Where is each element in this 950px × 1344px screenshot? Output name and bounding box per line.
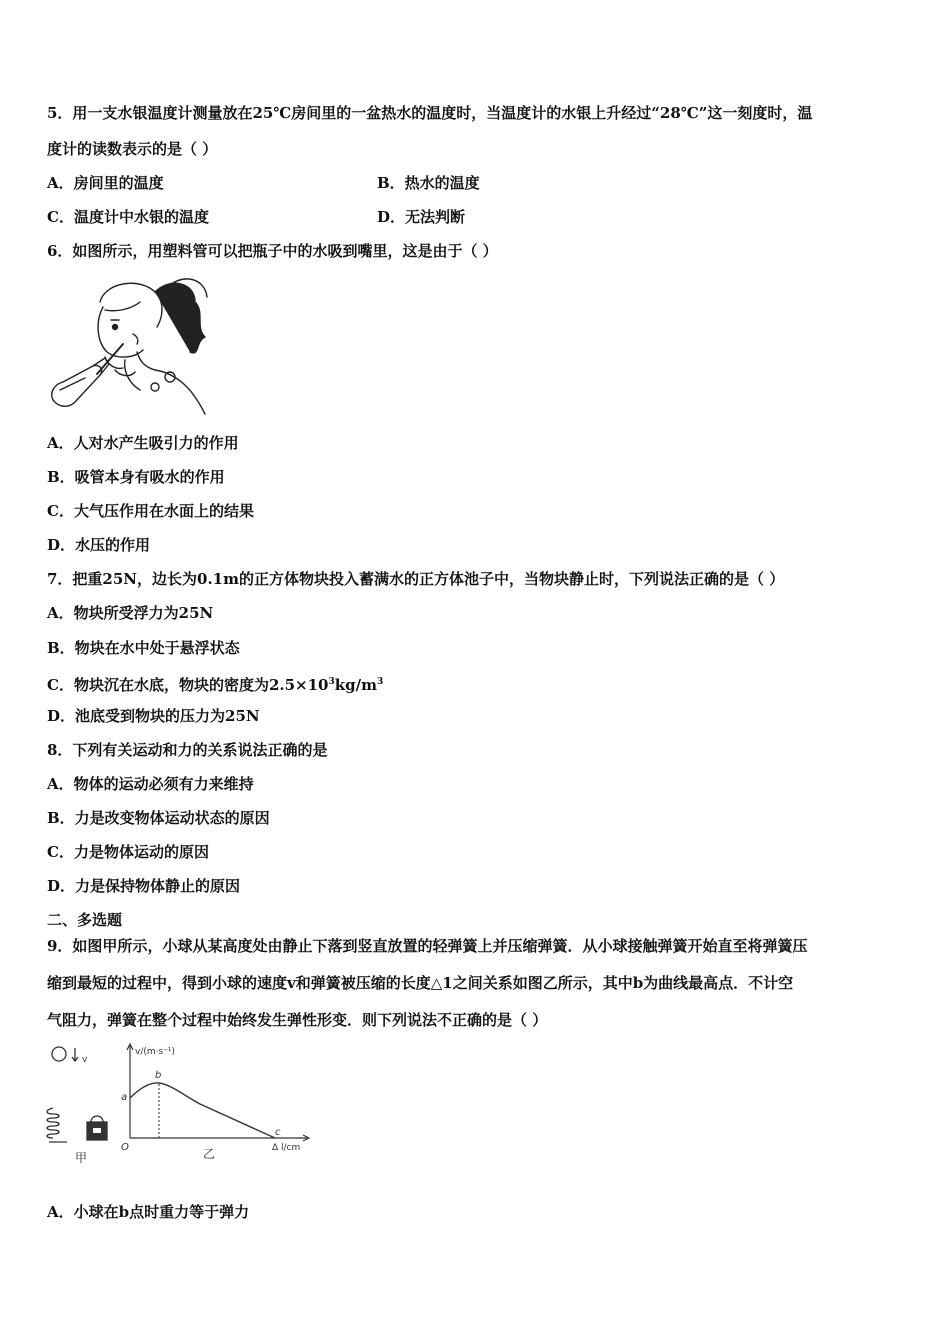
y-axis-label: v/(m·s⁻¹) bbox=[135, 1047, 176, 1057]
q6-option-c: C．大气压作用在水面上的结果 bbox=[47, 502, 254, 520]
q9-stem-line3: 气阻力，弹簧在整个过程中始终发生弹性形变．则下列说法不正确的是（ ） bbox=[47, 1011, 548, 1029]
q6-stem: 6．如图所示，用塑料管可以把瓶子中的水吸到嘴里，这是由于（ ） bbox=[47, 242, 498, 260]
origin-label: O bbox=[121, 1142, 129, 1153]
q5-stem-line1: 5．用一支水银温度计测量放在25℃房间里的一盆热水的温度时，当温度计的水银上升经过“28℃”这一刻度时，温 bbox=[47, 104, 813, 122]
q9-stem-line2: 缩到最短的过程中，得到小球的速度v和弹簧被压缩的长度△1之间关系如图乙所示，其中b为曲线最高点．不计空 bbox=[47, 974, 794, 992]
q7-option-c-unit: kg/m bbox=[334, 676, 377, 694]
q7-option-c bbox=[47, 672, 383, 695]
point-a-label: a bbox=[121, 1092, 128, 1103]
spring-icon bbox=[47, 1108, 59, 1138]
q6-option-a: A．人对水产生吸引力的作用 bbox=[47, 434, 239, 452]
girl-drinking-straw-illustration bbox=[45, 272, 215, 417]
q7-option-b: B．物块在水中处于悬浮状态 bbox=[47, 639, 240, 657]
figure-left-apparatus bbox=[47, 1047, 107, 1142]
q6-option-d: D．水压的作用 bbox=[47, 536, 151, 554]
q9-stem-line1: 9．如图甲所示，小球从某高度处由静止下落到竖直放置的轻弹簧上并压缩弹簧．从小球接触弹簧开始直至将弹簧压 bbox=[47, 937, 808, 955]
q6-option-b: B．吸管本身有吸水的作用 bbox=[47, 468, 225, 486]
q5-option-b: B．热水的温度 bbox=[377, 174, 480, 192]
q5-stem-line2: 度计的读数表示的是（ ） bbox=[47, 140, 218, 158]
velocity-curve bbox=[130, 1083, 275, 1138]
q9-option-a: A．小球在b点时重力等于弹力 bbox=[47, 1203, 250, 1221]
q8-option-c: C．力是物体运动的原因 bbox=[47, 843, 209, 861]
q7-stem: 7．把重25N，边长为0.1m的正方体物块投入蓄满水的正方体池子中，当物块静止时，下列说法正确的是（ ） bbox=[47, 570, 785, 588]
point-b-label: b bbox=[155, 1070, 162, 1081]
q7-option-c-unit-exponent: 3 bbox=[376, 677, 384, 687]
q7-option-c-text: C．物块沉在水底，物块的密度为2.5×10 bbox=[47, 676, 329, 694]
q7-option-a: A．物块所受浮力为25N bbox=[47, 604, 214, 622]
q8-option-b: B．力是改变物体运动状态的原因 bbox=[47, 809, 270, 827]
q5-option-d: D．无法判断 bbox=[377, 208, 466, 226]
caption-jia: 甲 bbox=[75, 1151, 88, 1165]
q7-option-d: D．池底受到物块的压力为25N bbox=[47, 707, 260, 725]
ball-icon bbox=[52, 1047, 66, 1061]
q9-figure bbox=[45, 1040, 315, 1165]
q5-option-a: A．房间里的温度 bbox=[47, 174, 164, 192]
x-axis-label: Δ l/cm bbox=[272, 1143, 301, 1153]
q8-option-d: D．力是保持物体静止的原因 bbox=[47, 877, 241, 895]
section-heading-multiple-choice: 二、多选题 bbox=[47, 911, 123, 929]
point-c-label: c bbox=[275, 1127, 281, 1138]
q8-stem: 8．下列有关运动和力的关系说法正确的是 bbox=[47, 741, 328, 759]
q8-option-a: A．物体的运动必须有力来维持 bbox=[47, 775, 254, 793]
q7-option-c-exponent: 3 bbox=[328, 677, 335, 687]
velocity-compression-graph bbox=[127, 1044, 309, 1141]
caption-yi: 乙 bbox=[203, 1147, 216, 1161]
ball-arrow-label: v bbox=[82, 1055, 88, 1065]
q5-option-c: C．温度计中水银的温度 bbox=[47, 208, 209, 226]
